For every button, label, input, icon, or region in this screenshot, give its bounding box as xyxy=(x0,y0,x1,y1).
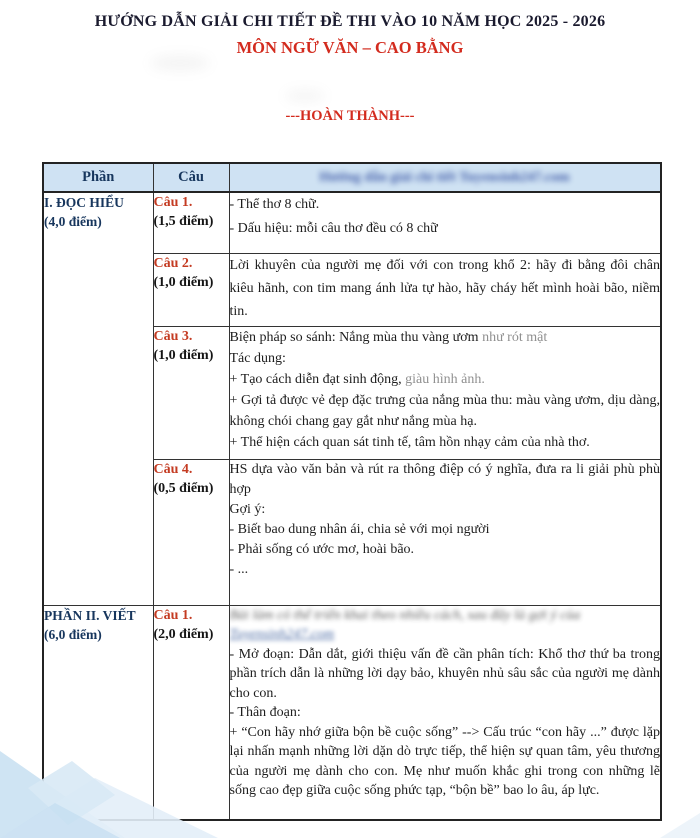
question-cell xyxy=(153,326,229,459)
blurred-watermark-link[interactable]: Tuyensinh247.com xyxy=(229,627,335,642)
answer-cell xyxy=(229,605,661,820)
answer-line: HS dựa vào văn bản và rút ra thông điệp có ý nghĩa, đưa ra li giải phù phù hợp xyxy=(229,461,660,497)
header-cell-watermark xyxy=(229,163,661,192)
answer-text-faded: như rót mật xyxy=(482,329,548,345)
blurred-note: Bài làm có thể triển khai theo nhiều cách, sau đây là gợi ý của xyxy=(229,607,581,623)
document-title: HƯỚNG DẪN GIẢI CHI TIẾT ĐỀ THI VÀO 10 NĂM HỌC 2025 - 2026 xyxy=(94,13,606,30)
section-name: I. ĐỌC HIỂU xyxy=(44,195,124,210)
corner-decoration-right xyxy=(640,808,700,838)
answer-cell xyxy=(229,253,661,326)
answer-text: + Tạo cách diễn đạt sinh động, xyxy=(229,371,406,387)
answer-line: - Dấu hiệu: mỗi câu thơ đều có 8 chữ xyxy=(229,221,438,236)
section-cell-doc-hieu xyxy=(43,192,153,605)
answer-line: + Thể hiện cách quan sát tinh tế, tâm hồn nhạy cảm của nhà thơ. xyxy=(229,434,590,450)
answer-line: - Biết bao dung nhân ái, chia sẻ với mọi người xyxy=(229,521,490,537)
answer-line: - Phải sống có ước mơ, hoài bão. xyxy=(229,541,415,557)
section-points: (6,0 điểm) xyxy=(44,626,102,642)
question-points: (1,5 điểm) xyxy=(153,214,214,229)
answer-cell xyxy=(229,459,661,605)
status-text: ---HOÀN THÀNH--- xyxy=(285,108,415,124)
answer-text-faded: giàu hình ảnh. xyxy=(405,371,485,387)
table-header-row xyxy=(43,163,661,192)
answer-line: + “Con hãy nhớ giữa bộn bề cuộc sống” --> Cấu trúc “con hãy ...” được lặp lại nhấn mạnh những lời dặn dò trực tiếp, thể hiện sự quan tâm, yêu thương của người mẹ dành cho con. Mẹ như muốn khắc ghi trong con những lẽ sống cao đẹp giữa cuộc sống phức tạp, “bộn bề” bao lo âu, áp lực. xyxy=(229,724,660,798)
question-cell xyxy=(153,253,229,326)
blurred-watermark: Hướng dẫn giải chi tiết Tuyensinh247.com xyxy=(319,169,570,185)
header-cell-question: Câu xyxy=(153,163,229,192)
question-label: Câu 1. xyxy=(153,195,193,210)
answer-line: + Gợi tả được vẻ đẹp đặc trưng của nắng mùa thu: màu vàng ươm, dịu dàng, không chói chang gay gắt như nắng mùa hạ. xyxy=(229,392,660,429)
answer-line: - Thân đoạn: xyxy=(229,705,301,720)
question-cell xyxy=(153,192,229,253)
corner-decoration xyxy=(0,733,230,838)
answer-line: - Mở đoạn: Dẫn dắt, giới thiệu vấn đề cần phân tích: Khổ thơ thứ ba trong phần trích dẫn là những lời dạy bảo, khuyên nhủ sâu sắc của người mẹ dành cho con. xyxy=(229,646,660,701)
question-label: Câu 1. xyxy=(153,607,193,623)
document-subtitle: MÔN NGỮ VĂN – CAO BẰNG xyxy=(236,38,464,57)
answer-text: Biện pháp so sánh: Nắng mùa thu vàng ươm xyxy=(229,329,483,345)
question-points: (2,0 điểm) xyxy=(153,626,214,642)
answer-line: - Thể thơ 8 chữ. xyxy=(229,197,320,212)
answer-line xyxy=(230,625,661,645)
question-points: (1,0 điểm) xyxy=(153,347,214,363)
answer-cell xyxy=(229,326,661,459)
answer-line: Tác dụng: xyxy=(229,350,286,366)
answer-table xyxy=(42,162,662,821)
question-label: Câu 4. xyxy=(153,461,193,477)
question-points: (1,0 điểm) xyxy=(153,274,214,290)
question-points: (0,5 điểm) xyxy=(153,480,214,496)
answer-line xyxy=(230,327,661,348)
answer-paragraph: Lời khuyên của người mẹ đối với con trong khổ 2: hãy đi bằng đôi chân kiêu hãnh, con tim mang ánh lửa tự hào, hãy cháy hết mình hoài bão, niềm tin. xyxy=(229,257,660,319)
table-row xyxy=(43,192,661,253)
answer-line: Gợi ý: xyxy=(229,501,266,517)
question-cell xyxy=(153,459,229,605)
scan-smudge xyxy=(285,90,325,102)
question-label: Câu 2. xyxy=(153,255,193,271)
answer-line: - ... xyxy=(229,561,249,577)
answer-line xyxy=(230,369,661,390)
question-label: Câu 3. xyxy=(153,328,193,344)
section-points: (4,0 điểm) xyxy=(44,214,102,229)
answer-cell xyxy=(229,192,661,253)
scan-smudge xyxy=(150,55,210,71)
section-name: PHẦN II. VIẾT xyxy=(44,607,136,623)
header-cell-section: Phần xyxy=(43,163,153,192)
